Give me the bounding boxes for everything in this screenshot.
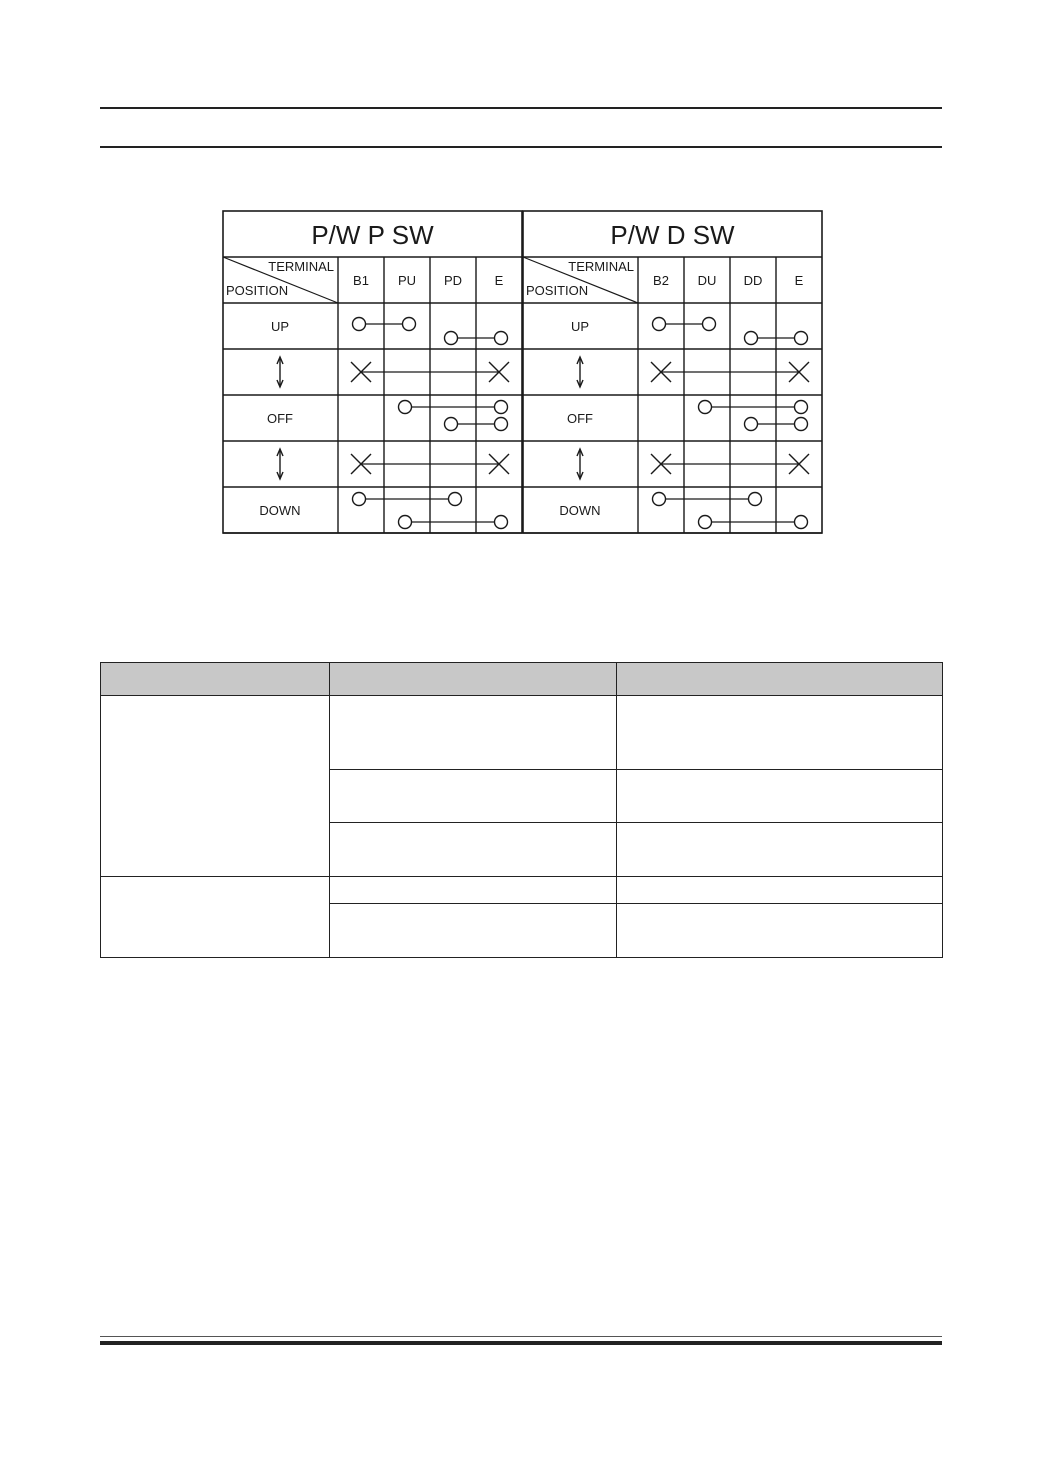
terminal-contact <box>745 332 758 345</box>
terminal-contact <box>495 332 508 345</box>
table-cell <box>330 770 617 823</box>
position-label: UP <box>570 319 590 334</box>
terminal-contact <box>445 418 458 431</box>
footer-rule-thick <box>100 1341 942 1345</box>
terminal-contact <box>795 332 808 345</box>
terminal-contact <box>399 401 412 414</box>
position-label: OFF <box>567 411 593 426</box>
terminal-label: E <box>494 273 504 288</box>
terminal-contact <box>703 318 716 331</box>
position-label: DOWN <box>259 503 301 518</box>
terminal-label: E <box>794 273 804 288</box>
position-label: DOWN <box>559 503 601 518</box>
table-row <box>101 696 943 770</box>
table-row <box>101 877 943 904</box>
position-header: POSITION <box>226 283 289 298</box>
terminal-contact <box>653 493 666 506</box>
terminal-contact <box>495 401 508 414</box>
position-header: POSITION <box>526 283 589 298</box>
terminal-contact <box>403 318 416 331</box>
terminal-contact <box>399 516 412 529</box>
terminal-contact <box>449 493 462 506</box>
table-cell <box>617 904 943 958</box>
switch-title: P/W D SW <box>610 220 735 250</box>
table-cell <box>101 877 330 958</box>
table-cell <box>101 696 330 877</box>
terminal-label: B2 <box>653 273 669 288</box>
terminal-contact <box>445 332 458 345</box>
table-cell <box>617 696 943 770</box>
table-cell <box>617 770 943 823</box>
switch-connection-diagram <box>0 0 1041 600</box>
terminal-contact <box>699 516 712 529</box>
terminal-contact <box>795 418 808 431</box>
pw-p-sw-table <box>223 211 522 533</box>
terminal-header: TERMINAL <box>268 259 334 274</box>
footer-rule-thin <box>100 1336 942 1337</box>
terminal-contact <box>749 493 762 506</box>
terminal-contact <box>745 418 758 431</box>
terminal-contact <box>699 401 712 414</box>
table-cell <box>617 877 943 904</box>
terminal-label: DU <box>697 273 717 288</box>
terminal-label: PD <box>443 273 463 288</box>
terminal-label: PU <box>397 273 417 288</box>
table-header-cell <box>617 663 943 696</box>
table-cell <box>330 696 617 770</box>
table-cell <box>617 823 943 877</box>
terminal-label: DD <box>743 273 763 288</box>
blank-spec-table <box>100 662 943 958</box>
pw-d-sw-table <box>523 211 822 533</box>
table-cell <box>330 823 617 877</box>
table-header-cell <box>101 663 330 696</box>
table-cell <box>330 877 617 904</box>
switch-title: P/W P SW <box>311 220 434 250</box>
terminal-contact <box>353 318 366 331</box>
terminal-header: TERMINAL <box>568 259 634 274</box>
terminal-contact <box>353 493 366 506</box>
terminal-label: B1 <box>353 273 369 288</box>
terminal-contact <box>653 318 666 331</box>
terminal-contact <box>795 516 808 529</box>
table-cell <box>330 904 617 958</box>
position-label: UP <box>270 319 290 334</box>
table-header-row <box>101 663 943 696</box>
terminal-contact <box>495 516 508 529</box>
table-header-cell <box>330 663 617 696</box>
position-label: OFF <box>267 411 293 426</box>
terminal-contact <box>495 418 508 431</box>
terminal-contact <box>795 401 808 414</box>
